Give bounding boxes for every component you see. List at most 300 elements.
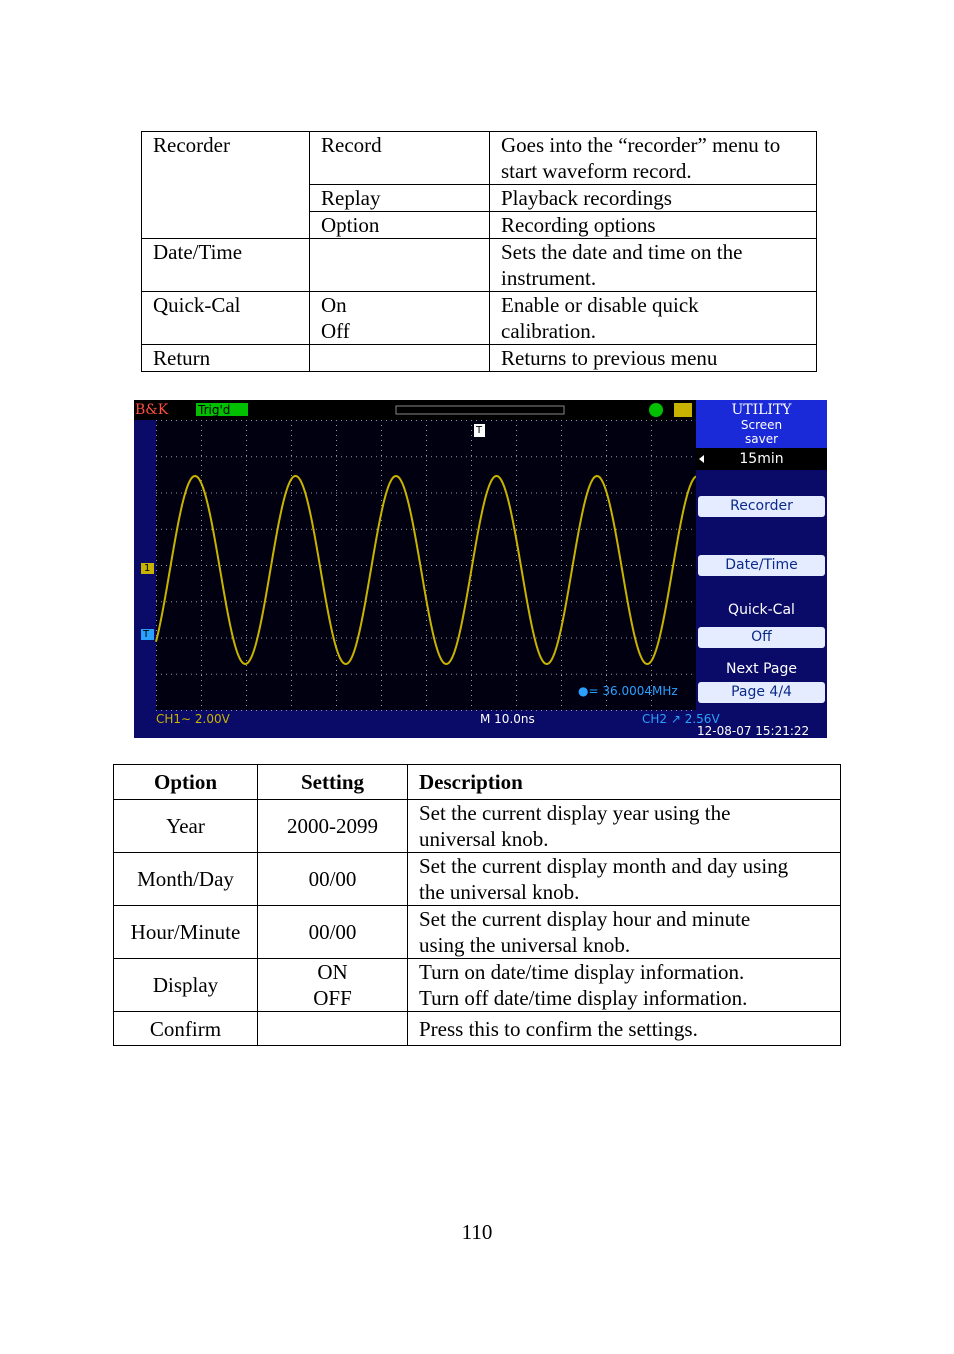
grid-dot: [226, 456, 227, 457]
description-cell: Returns to previous menu: [490, 345, 817, 372]
grid-dot: [506, 565, 507, 566]
grid-dot: [461, 456, 462, 457]
grid-dot: [246, 493, 247, 494]
grid-dot: [181, 420, 182, 421]
grid-dot: [531, 493, 532, 494]
grid-dot: [226, 529, 227, 530]
grid-dot: [291, 493, 292, 494]
grid-dot: [181, 638, 182, 639]
grid-dot: [596, 565, 597, 566]
grid-dot: [516, 495, 517, 496]
grid-dot: [551, 710, 552, 711]
grid-dot: [591, 638, 592, 639]
grid-dot: [666, 420, 667, 421]
grid-dot: [516, 645, 517, 646]
grid-dot: [606, 670, 607, 671]
grid-dot: [426, 630, 427, 631]
grid-dot: [471, 640, 472, 641]
grid-dot: [336, 530, 337, 531]
grid-dot: [246, 590, 247, 591]
grid-dot: [266, 638, 267, 639]
grid-dot: [246, 530, 247, 531]
grid-dot: [286, 565, 287, 566]
grid-dot: [246, 601, 247, 602]
grid-dot: [651, 650, 652, 651]
grid-dot: [286, 601, 287, 602]
grid-dot: [156, 495, 157, 496]
grid-dot: [406, 456, 407, 457]
grid-dot: [156, 670, 157, 671]
grid-dot: [631, 674, 632, 675]
grid-dot: [156, 445, 157, 446]
description-cell: Set the current display hour and minute using the universal knob.: [408, 906, 841, 959]
grid-dot: [471, 500, 472, 501]
grid-dot: [681, 565, 682, 566]
grid-dot: [586, 565, 587, 566]
grid-dot: [606, 710, 607, 711]
grid-dot: [326, 638, 327, 639]
grid-dot: [661, 565, 662, 566]
grid-dot: [656, 674, 657, 675]
grid-dot: [581, 456, 582, 457]
grid-dot: [426, 700, 427, 701]
grid-dot: [381, 460, 382, 461]
grid-dot: [261, 638, 262, 639]
grid-dot: [246, 450, 247, 451]
grid-dot: [356, 601, 357, 602]
grid-dot: [291, 615, 292, 616]
page-button[interactable]: Page 4/4: [698, 682, 825, 703]
grid-dot: [381, 660, 382, 661]
grid-dot: [181, 674, 182, 675]
grid-dot: [201, 640, 202, 641]
trigger-readout: CH2 ↗ 2.56V: [642, 712, 720, 726]
grid-dot: [431, 529, 432, 530]
grid-dot: [681, 601, 682, 602]
grid-dot: [651, 480, 652, 481]
grid-dot: [206, 529, 207, 530]
grid-dot: [291, 605, 292, 606]
grid-dot: [576, 565, 577, 566]
grid-dot: [556, 456, 557, 457]
grid-dot: [596, 493, 597, 494]
grid-dot: [471, 695, 472, 696]
grid-dot: [561, 685, 562, 686]
grid-dot: [381, 480, 382, 481]
grid-dot: [436, 529, 437, 530]
grid-dot: [516, 470, 517, 471]
description-cell: Playback recordings: [490, 185, 817, 212]
grid-dot: [651, 710, 652, 711]
grid-dot: [376, 456, 377, 457]
grid-dot: [166, 674, 167, 675]
grid-dot: [631, 420, 632, 421]
grid-dot: [686, 710, 687, 711]
grid-dot: [201, 510, 202, 511]
grid-dot: [156, 660, 157, 661]
grid-dot: [516, 560, 517, 561]
grid-dot: [366, 674, 367, 675]
grid-dot: [496, 565, 497, 566]
grid-dot: [486, 456, 487, 457]
quickcal-value-button[interactable]: Off: [698, 627, 825, 648]
page-number: 110: [461, 1220, 493, 1244]
grid-dot: [586, 638, 587, 639]
grid-dot: [326, 565, 327, 566]
grid-dot: [681, 638, 682, 639]
grid-dot: [336, 475, 337, 476]
grid-dot: [516, 510, 517, 511]
grid-dot: [606, 535, 607, 536]
grid-dot: [381, 455, 382, 456]
grid-dot: [516, 695, 517, 696]
grid-dot: [656, 456, 657, 457]
grid-dot: [201, 460, 202, 461]
description-cell: Set the current display year using the universal knob.: [408, 800, 841, 853]
grid-dot: [361, 710, 362, 711]
grid-dot: [396, 565, 397, 566]
grid-dot: [561, 510, 562, 511]
grid-dot: [381, 470, 382, 471]
grid-dot: [411, 456, 412, 457]
grid-dot: [201, 470, 202, 471]
grid-dot: [311, 456, 312, 457]
grid-dot: [356, 674, 357, 675]
grid-dot: [451, 638, 452, 639]
grid-dot: [156, 695, 157, 696]
grid-dot: [156, 580, 157, 581]
grid-dot: [246, 495, 247, 496]
grid-dot: [461, 493, 462, 494]
grid-dot: [426, 695, 427, 696]
grid-dot: [571, 638, 572, 639]
grid-dot: [381, 655, 382, 656]
grid-dot: [516, 590, 517, 591]
grid-dot: [496, 601, 497, 602]
grid-dot: [541, 638, 542, 639]
grid-dot: [651, 465, 652, 466]
grid-dot: [461, 420, 462, 421]
grid-dot: [276, 638, 277, 639]
grid-dot: [351, 674, 352, 675]
grid-dot: [561, 545, 562, 546]
grid-dot: [516, 460, 517, 461]
grid-dot: [381, 685, 382, 686]
grid-dot: [326, 710, 327, 711]
grid-dot: [426, 650, 427, 651]
grid-dot: [606, 585, 607, 586]
grid-dot: [471, 675, 472, 676]
grid-dot: [376, 565, 377, 566]
grid-dot: [296, 674, 297, 675]
grid-dot: [431, 565, 432, 566]
grid-dot: [161, 601, 162, 602]
grid-dot: [676, 710, 677, 711]
grid-dot: [606, 680, 607, 681]
grid-dot: [496, 456, 497, 457]
grid-dot: [471, 480, 472, 481]
grid-dot: [201, 665, 202, 666]
grid-dot: [486, 638, 487, 639]
grid-dot: [516, 680, 517, 681]
grid-dot: [426, 450, 427, 451]
grid-dot: [641, 529, 642, 530]
grid-dot: [381, 675, 382, 676]
grid-dot: [596, 529, 597, 530]
grid-dot: [346, 420, 347, 421]
grid-dot: [426, 435, 427, 436]
grid-dot: [156, 690, 157, 691]
grid-dot: [536, 710, 537, 711]
grid-dot: [336, 585, 337, 586]
grid-dot: [381, 638, 382, 639]
grid-dot: [246, 529, 247, 530]
grid-dot: [476, 710, 477, 711]
grid-dot: [291, 540, 292, 541]
grid-dot: [561, 505, 562, 506]
grid-dot: [316, 493, 317, 494]
datetime-button[interactable]: Date/Time: [698, 555, 825, 576]
grid-dot: [571, 493, 572, 494]
grid-dot: [431, 674, 432, 675]
grid-dot: [336, 600, 337, 601]
grid-dot: [421, 674, 422, 675]
grid-dot: [606, 565, 607, 566]
grid-dot: [371, 674, 372, 675]
grid-dot: [336, 580, 337, 581]
grid-dot: [291, 545, 292, 546]
grid-dot: [241, 420, 242, 421]
grid-dot: [291, 555, 292, 556]
grid-dot: [571, 674, 572, 675]
header-description: Description: [408, 765, 841, 800]
grid-dot: [156, 605, 157, 606]
grid-dot: [161, 420, 162, 421]
grid-dot: [561, 529, 562, 530]
grid-dot: [426, 460, 427, 461]
grid-dot: [471, 690, 472, 691]
grid-dot: [526, 565, 527, 566]
grid-dot: [191, 638, 192, 639]
grid-dot: [351, 710, 352, 711]
trigger-position-label: T: [476, 425, 483, 436]
grid-dot: [371, 420, 372, 421]
grid-dot: [651, 550, 652, 551]
next-page-label: Next Page: [726, 661, 797, 677]
grid-dot: [396, 420, 397, 421]
grid-dot: [381, 640, 382, 641]
grid-dot: [471, 540, 472, 541]
grid-dot: [561, 425, 562, 426]
grid-dot: [411, 601, 412, 602]
grid-dot: [401, 710, 402, 711]
grid-dot: [176, 638, 177, 639]
grid-dot: [426, 638, 427, 639]
grid-dot: [316, 674, 317, 675]
grid-dot: [406, 529, 407, 530]
grid-dot: [201, 638, 202, 639]
description-cell: Set the current display month and day using the universal knob.: [408, 853, 841, 906]
grid-dot: [231, 601, 232, 602]
grid-dot: [476, 674, 477, 675]
grid-dot: [181, 456, 182, 457]
grid-dot: [241, 456, 242, 457]
grid-dot: [156, 435, 157, 436]
grid-dot: [436, 420, 437, 421]
grid-dot: [306, 638, 307, 639]
grid-dot: [246, 700, 247, 701]
grid-dot: [266, 601, 267, 602]
grid-dot: [251, 710, 252, 711]
grid-dot: [656, 565, 657, 566]
grid-dot: [586, 529, 587, 530]
grid-dot: [416, 493, 417, 494]
grid-dot: [431, 420, 432, 421]
grid-dot: [426, 425, 427, 426]
grid-dot: [471, 465, 472, 466]
grid-dot: [291, 601, 292, 602]
grid-dot: [241, 493, 242, 494]
grid-dot: [291, 675, 292, 676]
grid-dot: [626, 565, 627, 566]
grid-dot: [216, 493, 217, 494]
screen-saver-value[interactable]: 15min: [739, 451, 784, 467]
grid-dot: [561, 675, 562, 676]
grid-dot: [531, 420, 532, 421]
grid-dot: [516, 500, 517, 501]
grid-dot: [651, 430, 652, 431]
grid-dot: [221, 674, 222, 675]
grid-dot: [561, 530, 562, 531]
grid-dot: [201, 590, 202, 591]
utility-menu-table: [141, 131, 817, 372]
grid-dot: [606, 525, 607, 526]
grid-dot: [296, 420, 297, 421]
grid-dot: [196, 529, 197, 530]
grid-dot: [391, 493, 392, 494]
grid-dot: [526, 420, 527, 421]
grid-dot: [561, 700, 562, 701]
grid-dot: [291, 460, 292, 461]
grid-dot: [651, 560, 652, 561]
grid-dot: [561, 445, 562, 446]
grid-dot: [471, 550, 472, 551]
grid-dot: [561, 495, 562, 496]
grid-dot: [156, 425, 157, 426]
grid-dot: [561, 695, 562, 696]
grid-dot: [361, 456, 362, 457]
grid-dot: [201, 425, 202, 426]
grid-dot: [421, 493, 422, 494]
grid-dot: [631, 493, 632, 494]
grid-dot: [251, 420, 252, 421]
grid-dot: [516, 529, 517, 530]
grid-dot: [536, 493, 537, 494]
grid-dot: [511, 601, 512, 602]
grid-dot: [201, 430, 202, 431]
grid-dot: [156, 525, 157, 526]
grid-dot: [336, 445, 337, 446]
grid-dot: [201, 615, 202, 616]
grid-dot: [291, 635, 292, 636]
grid-dot: [681, 456, 682, 457]
grid-dot: [496, 638, 497, 639]
grid-dot: [291, 700, 292, 701]
grid-dot: [291, 435, 292, 436]
grid-dot: [211, 493, 212, 494]
grid-dot: [406, 565, 407, 566]
grid-dot: [651, 605, 652, 606]
description-cell: Goes into the “recorder” menu to start waveform record.: [490, 132, 817, 185]
grid-dot: [441, 493, 442, 494]
grid-dot: [481, 420, 482, 421]
grid-dot: [291, 500, 292, 501]
grid-dot: [336, 545, 337, 546]
grid-dot: [591, 493, 592, 494]
grid-dot: [351, 529, 352, 530]
grid-dot: [336, 675, 337, 676]
grid-dot: [561, 440, 562, 441]
grid-dot: [651, 530, 652, 531]
grid-dot: [246, 500, 247, 501]
grid-dot: [226, 420, 227, 421]
grid-dot: [686, 420, 687, 421]
grid-dot: [651, 510, 652, 511]
grid-dot: [471, 600, 472, 601]
grid-dot: [526, 710, 527, 711]
grid-dot: [621, 456, 622, 457]
grid-dot: [381, 560, 382, 561]
grid-dot: [516, 465, 517, 466]
grid-dot: [246, 610, 247, 611]
grid-dot: [291, 695, 292, 696]
grid-dot: [331, 638, 332, 639]
grid-dot: [381, 535, 382, 536]
grid-dot: [471, 456, 472, 457]
grid-dot: [401, 638, 402, 639]
setting-cell: [258, 1012, 408, 1046]
grid-dot: [216, 565, 217, 566]
grid-dot: [471, 710, 472, 711]
grid-dot: [426, 465, 427, 466]
grid-dot: [426, 670, 427, 671]
grid-dot: [471, 674, 472, 675]
grid-dot: [156, 510, 157, 511]
grid-dot: [391, 638, 392, 639]
grid-dot: [621, 710, 622, 711]
grid-dot: [381, 710, 382, 711]
grid-dot: [251, 674, 252, 675]
grid-dot: [561, 560, 562, 561]
grid-dot: [561, 485, 562, 486]
grid-dot: [686, 674, 687, 675]
grid-dot: [291, 505, 292, 506]
grid-dot: [381, 610, 382, 611]
grid-dot: [346, 493, 347, 494]
grid-dot: [471, 665, 472, 666]
grid-dot: [651, 535, 652, 536]
grid-dot: [256, 601, 257, 602]
trig-status: Trig'd: [198, 403, 231, 417]
grid-dot: [561, 580, 562, 581]
recorder-button[interactable]: Recorder: [698, 496, 825, 517]
grid-dot: [176, 710, 177, 711]
grid-dot: [336, 710, 337, 711]
grid-dot: [631, 456, 632, 457]
grid-dot: [516, 605, 517, 606]
grid-dot: [481, 710, 482, 711]
grid-dot: [606, 555, 607, 556]
